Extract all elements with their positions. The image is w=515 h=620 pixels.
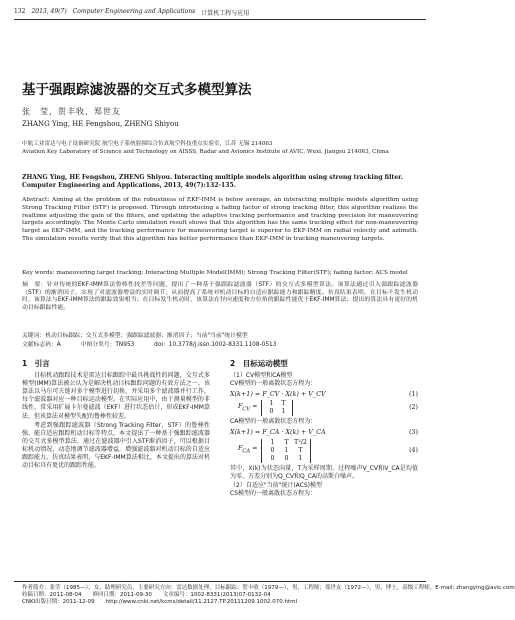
footnote-dates: 收稿日期：2011-08-04 修回日期：2011-09-30 文章编号：1002-8331(2013)07-0132-04: [22, 592, 271, 599]
equation-3: [230, 428, 418, 436]
paragraph: 目标机动跟踪技术是雷达目标跟踪中最具挑战性的问题，交互式多模型(IMM)算法被公认为是解决机动目标跟踪问题的有效方法之一。该算法以马尔可夫链对多个模型进行切换，并采用多个滤波器并行工作，每个滤波器对应一种目标运动模型。在实际应用中，由于测量模型的非线性，常采用扩展卡尔曼滤波（EKF）进行状态估计，形成EKF-IMM算法，但该算法对模型失配的鲁棒性较差。: [22, 372, 210, 420]
issue-info: 2013, 49(7): [31, 8, 67, 15]
header-rule: [14, 19, 426, 20]
equation-body: X(k+1) = F_CA · X(k) + V_CA: [230, 428, 326, 437]
footnote-rule: [14, 581, 426, 582]
journal-name-en: Computer Engineering and Applications: [72, 8, 196, 15]
equation-number: (4): [409, 446, 418, 454]
citation: ZHANG Ying, HE Fengshou, ZHENG Shiyou. Interacting multiple models algorithm using strong tracking filter. Computer Engineering and Applications, 2013, 49(7):132-135.: [22, 174, 403, 190]
section-1-heading: 1 引言: [22, 359, 50, 368]
paper-title: 基于强跟踪滤波器的交互式多模型算法: [22, 82, 252, 98]
equation-number: (1): [408, 390, 418, 399]
abstract-cn: 摘 要：针对传统的EKF-IMM算法鲁棒性较差等问题，提出了一种基于强跟踪滤波器（STF）的交互式多模型算法。该算法通过引入强跟踪滤波器（STF）的渐消因子，实现了对滤波器增益的实时调节，从而提高了系统对机动目标的自适应跟踪能力和跟踪精度。仿真结果表明，在目标不发生机动时，该算法与EKF-IMM算法的跟踪效果相当；在目标发生机动时，该算法在径向速度和方位角的跟踪性能优于EKF-IMM算法；提出的算法具有更好的机动目标跟踪性能。: [22, 282, 418, 312]
matrix-f-ca: $F_{CA}$ = 1 T T²/2 0 1 T 0 0 1 (4): [238, 438, 418, 462]
class-number: 中图分类号：TN953: [80, 342, 135, 348]
footnote-author: 作者简介：张莹（1985—），女，助理研究员，主要研究方向：雷达数据处理、目标跟踪；贺丰收（1979—），男，工程师；郑世友（1972—），男，博士，高级工程师。E-mail: zhangying@avic.com: [22, 585, 515, 591]
cv-description: CV模型的一般离散状态方程为：: [230, 380, 317, 388]
ca-description: CA模型的一般离散状态方程为：: [230, 418, 317, 426]
left-column: [22, 360, 210, 471]
equation-number: (3): [408, 428, 418, 437]
footnote-cnki: CNKI出版日期：2011-12-09 http://www.cnki.net/kcms/detail/11.2127.TP.20111209.1002.070.html: [22, 599, 298, 606]
cs-description: CS模型的一般离散状态方程为：: [230, 489, 316, 497]
classification-line: [22, 339, 294, 348]
authors-en: ZHANG Ying, HE Fengshou, ZHENG Shiyou: [22, 120, 179, 128]
affiliation-en: Aviation Key Laboratory of Science and Technology on AISSS, Radar and Avionics Institute of AVIC, Wuxi, Jiangsu 214063, China: [22, 149, 389, 155]
subsection-cv-ca: （1）CV模型和CA模型: [230, 372, 293, 380]
running-header: [14, 8, 426, 17]
affiliation-cn: 中航工业雷达与电子设备研究院 航空电子系统射频综合仿真航空科技重点实验室，江苏 无锡 214063: [22, 141, 273, 147]
page-number: 132: [14, 8, 26, 15]
journal-name-cn: 计算机工程与应用: [201, 10, 250, 17]
keywords-cn: 关键词：机动目标跟踪；交互式多模型；强跟踪滤波器；渐消因子；当前"当前"统计模型: [22, 333, 248, 339]
subsection-acs: （2）自适应"当前"统计(ACS)模型: [230, 481, 323, 489]
section-2-heading: 2 目标运动模型: [230, 359, 288, 368]
right-column: [230, 360, 418, 498]
matrix-f-cv: $F_{CV}$ = 1 T 0 1 (2): [238, 400, 418, 416]
authors-cn: 张 莹，贺丰收，郑世友: [22, 107, 121, 116]
equation-number: (2): [409, 404, 418, 412]
document-code: 文献标志码：A: [22, 342, 61, 348]
paragraph: 其中，X(k)为状态向量，T为采样周期，过程噪声V_CV和V_CA是均值为零、方差分别为Q_CV和Q_CA的高斯白噪声。: [230, 464, 418, 480]
abstract-en: Abstract: Aiming at the problem of the robustness of EKF-IMM is below average, an interacting multiple models algorithm using Strong Tracking Filter (STF) is proposed. Through introducing a fading factor of strong tracking filter, this algorithm realizes the realtime adjusting the gain of the filters, and updating the adaptive tracking performance and tracking precision for maneuvering targets accordingly. The Monte Carlo simulation result shows that this algorithm has the same tracking effect for non-maneuvering target as EKF-IMM, and the tracking performance for maneuvering target is superior to EKF-IMM on radial velocity and azimuth. The simulation results verify that this algorithm has better performance than EKF-IMM in tracking maneuvering targets.: [22, 197, 418, 242]
doi: doi：10.3778/j.issn.1002-8331.1108-0513: [154, 342, 277, 348]
paragraph: 考虑到强跟踪滤波器（Strong Tracking Filter，STF）的鲁棒性强、能自适应跟踪机动目标等特点，本文提出了一种基于强跟踪滤波器的交互式多模型算法，通过在滤波器中引入STF渐消因子，可以根据目标机动情况，动态地调节滤波器增益，增强滤波器对机动目标的自适应跟踪能力。仿真结果表明，与EKF-IMM算法相比，本文提出的算法对机动目标具有更优的跟踪性能。: [22, 421, 210, 470]
equation-1: [230, 390, 418, 398]
equation-body: X(k+1) = F_CV · X(k) + V_CV: [230, 390, 326, 399]
footnotes: [22, 585, 515, 607]
keywords-en: Key words: maneuvering target tracking; Interacting Multiple Model(IMM); Strong Tracking Filter(STF); fading factor; ACS model: [22, 270, 408, 276]
